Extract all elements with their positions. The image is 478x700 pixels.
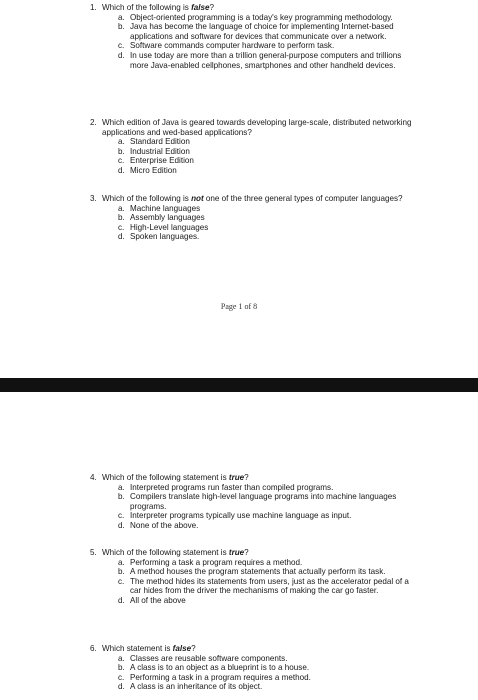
question-stem	[90, 548, 422, 558]
stem-emphasis: false	[172, 644, 192, 653]
question-number: 4.	[90, 473, 97, 482]
stem-text: Which of the following statement is	[102, 473, 229, 482]
option-list	[118, 204, 422, 242]
question-stem	[90, 118, 422, 137]
option-b: b. Assembly languages	[118, 213, 205, 223]
stem-emphasis: true	[228, 473, 245, 482]
option-b: b. A method houses the program statements that actually perform its task.	[118, 567, 386, 577]
stem-text-end: ?	[209, 3, 215, 12]
option-c: c. Interpreter programs typically use machine language as input.	[118, 511, 352, 521]
option-d: d. A class is an inheritance of its object.	[118, 682, 263, 692]
option-a: a. Interpreted programs run faster than compiled programs.	[118, 482, 334, 492]
question-stem	[90, 473, 422, 483]
page-footer: Page 1 of 8	[220, 302, 258, 311]
option-d: d. Micro Edition	[118, 165, 177, 175]
option-list	[118, 13, 422, 71]
option-d: d. In use today are more than a trillion general-purpose computers and trillions more Java-enabled cellphones, smartphones and other handheld devices.	[118, 50, 402, 70]
question-stem	[90, 194, 422, 204]
option-a: a. Classes are reusable software components.	[118, 653, 288, 663]
option-b: b. Compilers translate high-level language programs into machine languages programs.	[118, 492, 397, 511]
question-number: 2.	[90, 118, 97, 127]
option-c: c. High-Level languages	[118, 222, 209, 232]
question-stem	[90, 644, 422, 654]
page-divider	[0, 378, 478, 392]
option-d: d. All of the above	[118, 595, 186, 605]
stem-text-end: ?	[191, 644, 196, 653]
option-list	[118, 137, 422, 175]
option-list	[118, 558, 422, 606]
stem-text: Which of the following statement is	[102, 548, 229, 557]
question-6	[90, 644, 422, 692]
stem-emphasis: true	[228, 548, 245, 557]
option-c: c. Performing a task in a program requires a method.	[118, 672, 311, 682]
question-3	[90, 194, 422, 242]
document-page-2	[0, 392, 478, 700]
option-a: a. Performing a task a program requires a method.	[118, 557, 303, 567]
stem-text-end: one of the three general types of computer languages?	[203, 194, 403, 203]
question-number: 3.	[90, 194, 97, 203]
stem-text-end: ?	[244, 473, 249, 482]
option-d: d. Spoken languages.	[118, 232, 200, 242]
option-list	[118, 483, 422, 531]
option-b: b. A class is to an object as a blueprint is to a house.	[118, 663, 310, 673]
option-a: a. Machine languages	[118, 203, 201, 213]
stem-text: Which statement is	[102, 644, 173, 653]
question-number: 6.	[90, 644, 97, 653]
question-number: 5.	[90, 548, 97, 557]
stem-emphasis: not	[191, 194, 204, 203]
stem-text-end: ?	[244, 548, 249, 557]
question-5	[90, 548, 422, 606]
option-d: d. None of the above.	[118, 520, 199, 530]
option-a: a. Object-oriented programming is a today's key programming methodology.	[118, 12, 393, 22]
option-b: b. Java has become the language of choice for implementing Internet-based applications and software for devices that communicate over a network.	[118, 22, 394, 41]
question-4	[90, 473, 422, 531]
question-number: 1.	[90, 3, 97, 12]
option-a: a. Standard Edition	[118, 137, 190, 147]
option-list	[118, 654, 422, 692]
stem-emphasis: false	[191, 3, 210, 12]
stem-text: Which of the following is	[102, 3, 192, 12]
stem-text: Which of the following is	[102, 194, 192, 203]
option-c: c. Enterprise Edition	[118, 156, 194, 166]
option-b: b. Industrial Edition	[118, 146, 190, 156]
option-c: c. The method hides its statements from users, just as the accelerator pedal of a car hides from the driver the mechanisms of making the car go faster.	[118, 576, 409, 596]
question-2	[90, 118, 422, 176]
stem-text: Which edition of Java is geared towards developing large-scale, distributed networking applications and wed-based applications?	[102, 118, 412, 137]
option-c: c. Software commands computer hardware to perform task.	[118, 41, 335, 51]
question-stem	[90, 3, 422, 13]
question-1	[90, 3, 422, 70]
